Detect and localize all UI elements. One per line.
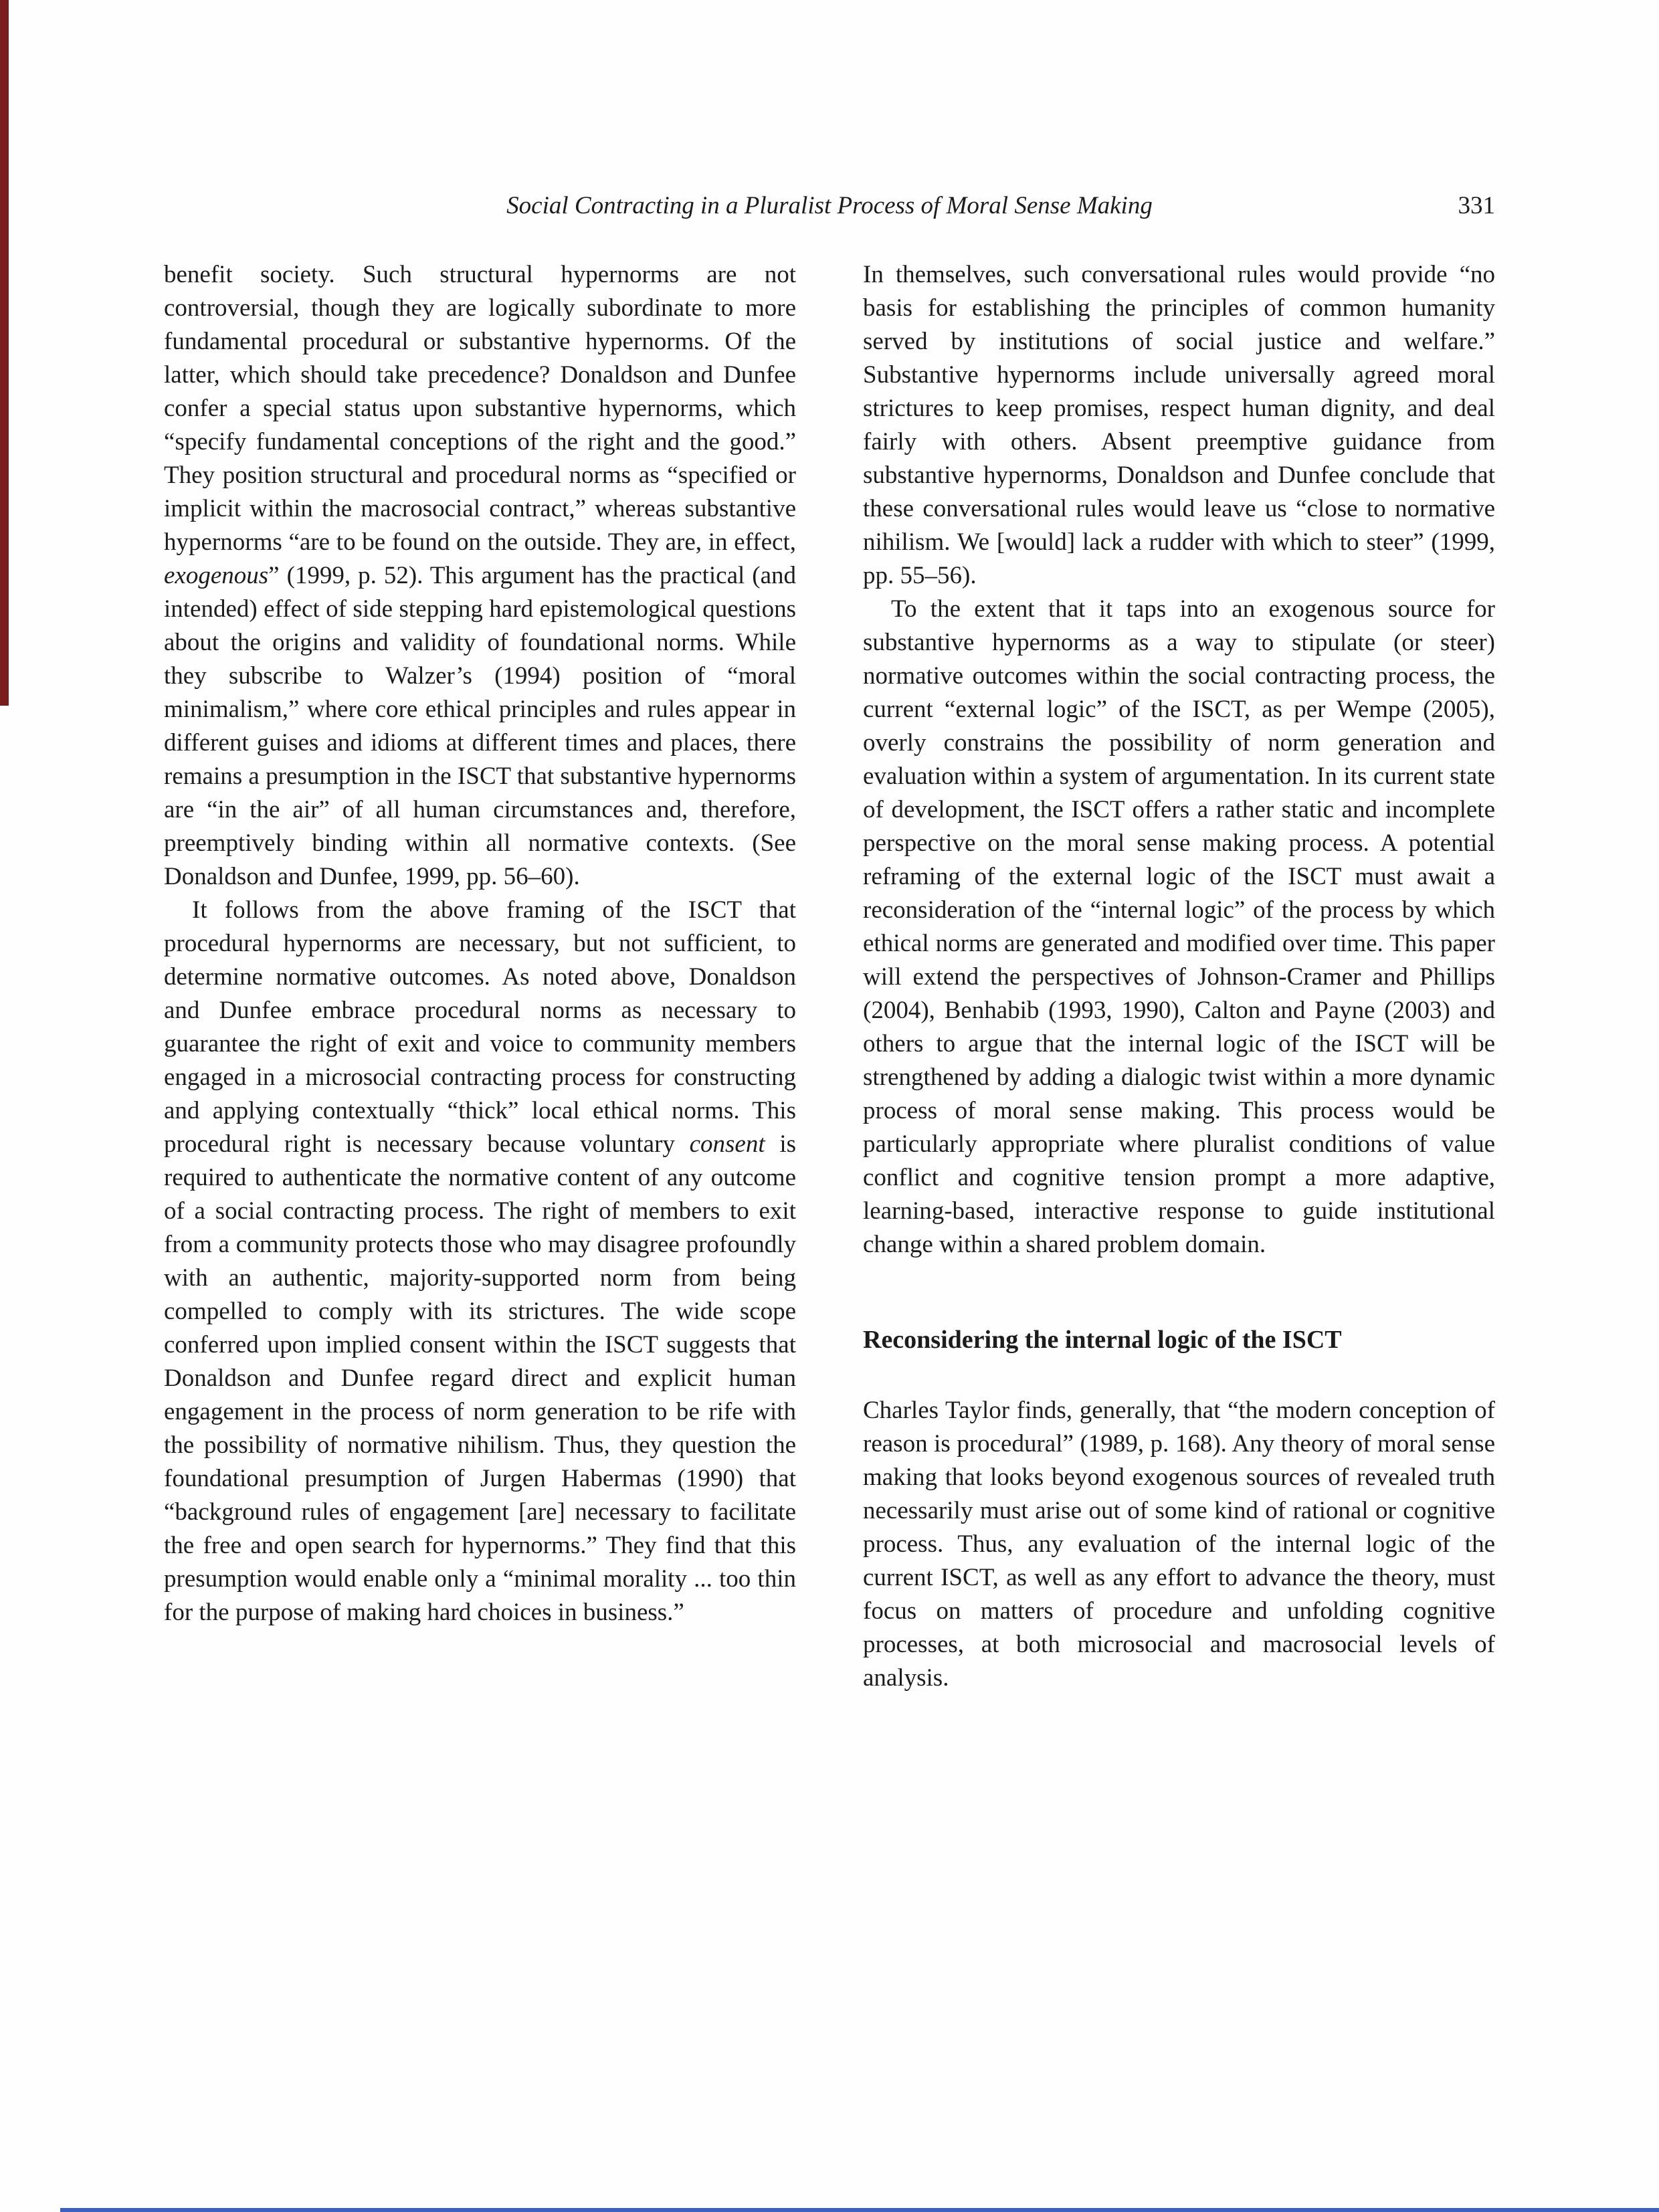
right-column (863, 258, 1495, 1695)
paragraph-text: benefit society. Such structural hypernorms are not controversial, though they are logically subordinate to more fundamental procedural or substantive hypernorms. Of the latter, which should take precedence? Donaldson and Dunfee confer a special status upon substantive hypernorms, which “specify fundamental conceptions of the right and the good.” They position structural and procedural norms as “specified or implicit within the macrosocial contract,” whereas substantive hypernorms “are to be found on the outside. They are, in effect, (164, 261, 796, 556)
scan-artifact-bottom-edge (60, 2208, 1659, 2212)
two-column-body (164, 258, 1495, 1695)
italic-term: consent (689, 1130, 765, 1158)
paragraph: Charles Taylor finds, generally, that “the modern conception of reason is procedural” (1989, p. 168). Any theory of moral sense making that looks beyond exogenous sources of revealed truth necessarily must arise out of some kind of rational or cognitive process. Thus, any evaluation of the internal logic of the current ISCT, as well as any effort to advance the theory, must focus on matters of procedure and unfolding cognitive processes, at both microsocial and macrosocial levels of analysis. (863, 1397, 1495, 1692)
paragraph-text: ” (1999, p. 52). This argument has the practical (and intended) effect of side stepping hard epistemological questions about the origins and validity of foundational norms. While they subscribe to Walzer’s (1994) position of “moral minimalism,” where core ethical principles and rules appear in different guises and idioms at different times and places, there remains a presumption in the ISCT that substantive hypernorms are “in the air” of all human circumstances and, therefore, preemptively binding within all normative contexts. (See Donaldson and Dunfee, 1999, pp. 56–60). (164, 562, 796, 890)
paragraph (164, 894, 796, 1629)
running-header (164, 189, 1495, 223)
page-number: 331 (1458, 192, 1495, 219)
italic-term: exogenous (164, 562, 269, 589)
running-header-title: Social Contracting in a Pluralist Process of Moral Sense Making (506, 192, 1153, 219)
paragraph-text: It follows from the above framing of the ISCT that procedural hypernorms are necessary, but not sufficient, to determine normative outcomes. As noted above, Donaldson and Dunfee embrace procedural norms as necessary to guarantee the right of exit and voice to community members engaged in a microsocial contracting process for constructing and applying contextually “thick” local ethical norms. This procedural right is necessary because voluntary (164, 896, 796, 1158)
scan-artifact-left-edge (0, 0, 9, 706)
paragraph-text: is required to authenticate the normative content of any outcome of a social contracting process. The right of members to exit from a community protects those who may disagree profoundly with an authentic, majority-supported norm from being compelled to comply with its strictures. The wide scope conferred upon implied consent within the ISCT suggests that Donaldson and Dunfee regard direct and explicit human engagement in the process of norm generation to be rife with the possibility of normative nihilism. Thus, they question the foundational presumption of Jurgen Habermas (1990) that “background rules of engagement [are] necessary to facilitate the free and open search for hypernorms.” They find that this presumption would enable only a “minimal morality ... too thin for the purpose of making hard choices in business.” (164, 1130, 796, 1626)
paragraph-continuation: In themselves, such conversational rules would provide “no basis for establishing the principles of common humanity served by institutions of social justice and welfare.” Substantive hypernorms include universally agreed moral strictures to keep promises, respect human dignity, and deal fairly with others. Absent preemptive guidance from substantive hypernorms, Donaldson and Dunfee conclude that these conversational rules would leave us “close to normative nihilism. We [would] lack a rudder with which to steer” (1999, pp. 55–56). (863, 261, 1495, 589)
section-heading: Reconsidering the internal logic of the ISCT (863, 1326, 1342, 1354)
left-column (164, 258, 796, 1695)
paragraph-continuation (164, 258, 796, 894)
page-content (164, 0, 1495, 1695)
paragraph: To the extent that it taps into an exogenous source for substantive hypernorms as a way to stipulate (or steer) normative outcomes within the social contracting process, the current “external logic” of the ISCT, as per Wempe (2005), overly constrains the possibility of norm generation and evaluation within a system of argumentation. In its current state of development, the ISCT offers a rather static and incomplete perspective on the moral sense making process. A potential reframing of the external logic of the ISCT must await a reconsideration of the “internal logic” of the process by which ethical norms are generated and modified over time. This paper will extend the perspectives of Johnson-Cramer and Phillips (2004), Benhabib (1993, 1990), Calton and Payne (2003) and others to argue that the internal logic of the ISCT will be strengthened by adding a dialogic twist within a more dynamic process of moral sense making. This process would be particularly appropriate where pluralist conditions of value conflict and cognitive tension prompt a more adaptive, learning-based, interactive response to guide institutional change within a shared problem domain. (863, 595, 1495, 1258)
